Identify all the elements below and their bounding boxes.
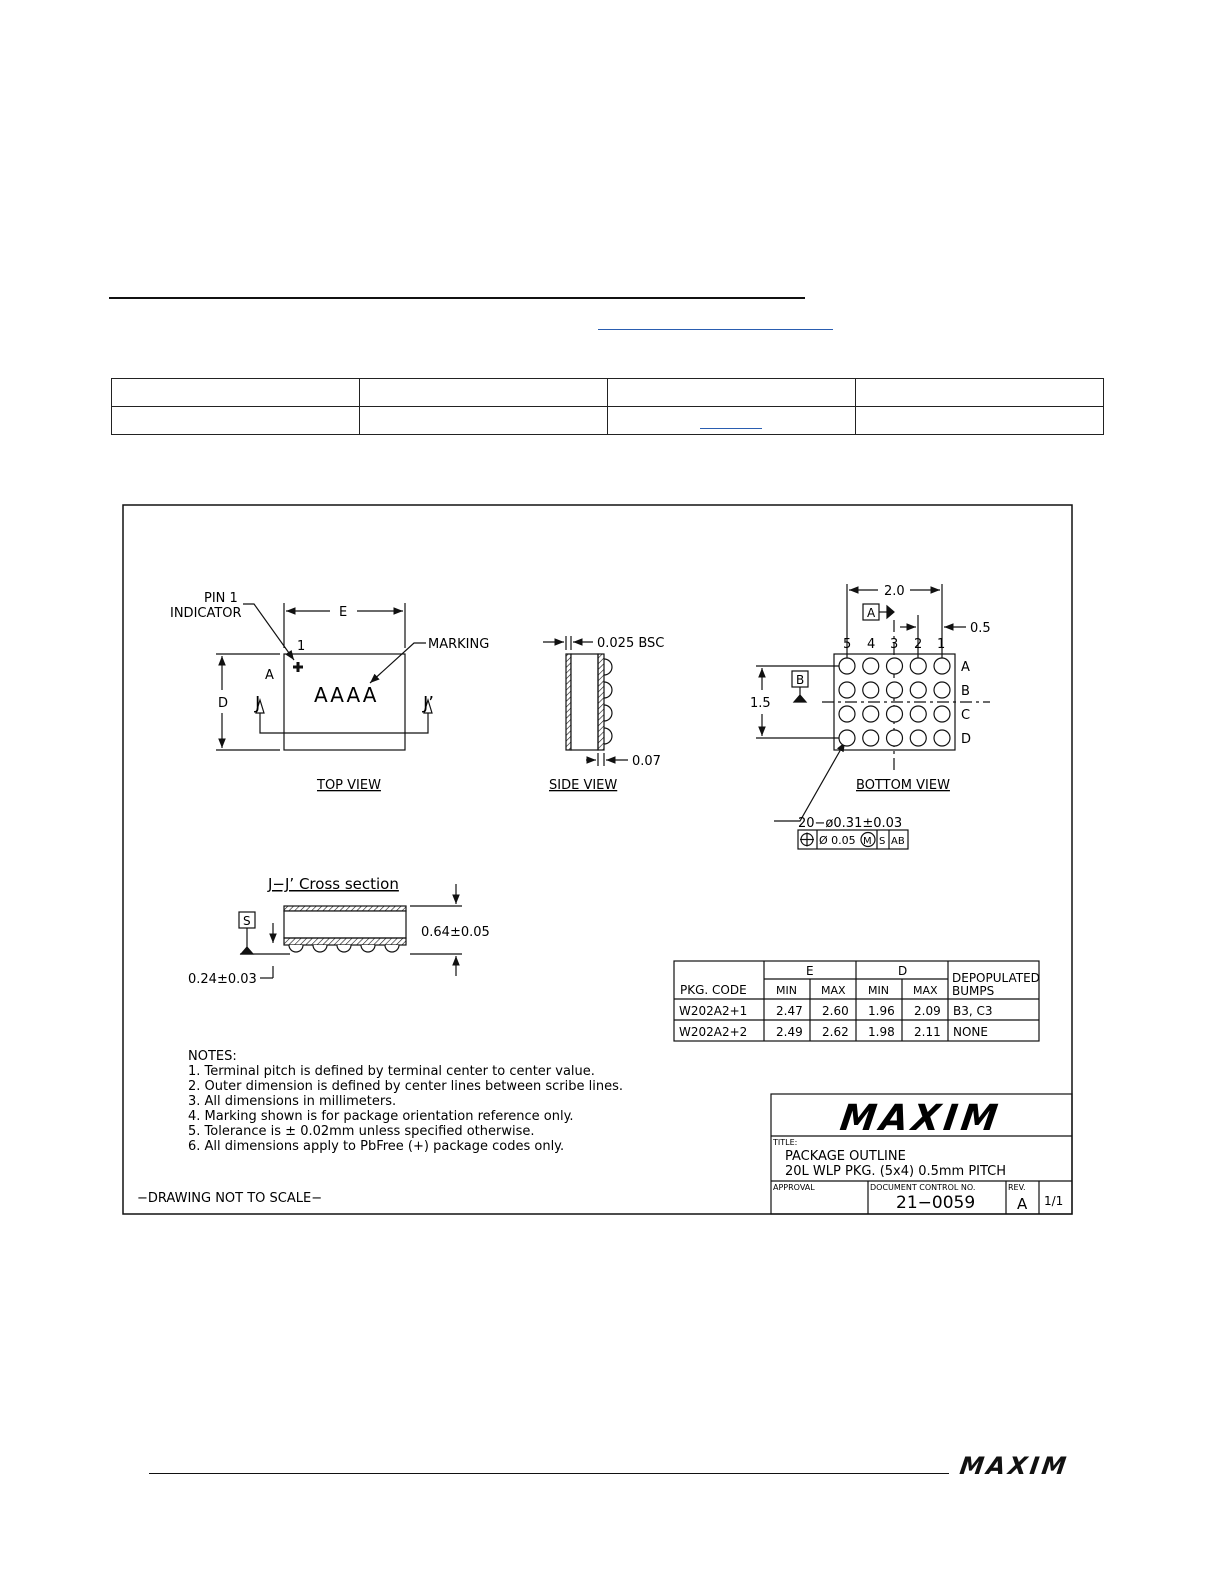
note-item: 3. All dimensions in millimeters.	[188, 1094, 397, 1109]
section-j-label: J	[255, 693, 261, 714]
table-cell: 2.09	[914, 1004, 941, 1018]
table-cell: 1.96	[868, 1004, 895, 1018]
column-label: 4	[867, 637, 876, 652]
tol-datum-s: S	[879, 836, 886, 847]
row-label: C	[961, 708, 971, 723]
solder-bump	[934, 706, 950, 722]
datum-a-label: A	[867, 606, 876, 620]
footer-rule	[149, 1473, 949, 1474]
solder-bump	[839, 730, 855, 746]
solder-bump	[887, 730, 903, 746]
note-item: 2. Outer dimension is defined by center lines between scribe lines.	[188, 1079, 624, 1094]
notes-heading: NOTES:	[188, 1049, 237, 1064]
datum-b-label: B	[796, 673, 805, 687]
side-view-label: SIDE VIEW	[549, 778, 618, 793]
sheet-number: 1/1	[1044, 1194, 1064, 1208]
tol-value: Ø 0.05	[819, 834, 856, 847]
table-header-depop-2: BUMPS	[952, 984, 995, 998]
solder-bump	[839, 706, 855, 722]
note-item: 6. All dimensions apply to PbFree (+) package codes only.	[188, 1139, 565, 1154]
table-cell: 2.49	[776, 1025, 803, 1039]
table-row	[679, 1025, 988, 1039]
solder-bump	[910, 730, 926, 746]
table-cell: B3, C3	[953, 1004, 993, 1018]
title-line-2: 20L WLP PKG. (5x4) 0.5mm PITCH	[785, 1164, 1007, 1179]
table-cell: 2.62	[822, 1025, 849, 1039]
title-label: TITLE:	[773, 1138, 798, 1147]
row-label: A	[961, 660, 970, 675]
table-cell: NONE	[953, 1025, 988, 1039]
top-view	[216, 603, 435, 750]
table-cell: 2.11	[914, 1025, 941, 1039]
solder-bump	[887, 682, 903, 698]
solder-bump	[863, 706, 879, 722]
marking-label: MARKING	[428, 637, 490, 652]
table-header-code: PKG. CODE	[680, 983, 747, 997]
section-j-prime-label: J’	[423, 693, 435, 714]
table-cell: W202A2+1	[679, 1004, 748, 1018]
pin1-label-1: PIN 1	[204, 591, 238, 606]
solder-bump	[863, 658, 879, 674]
rev-label: REV.	[1008, 1183, 1026, 1192]
row-a-label: A	[265, 668, 274, 683]
cross-section-title: J−J’ Cross section	[268, 875, 399, 893]
solder-bump	[863, 730, 879, 746]
solder-bump	[839, 658, 855, 674]
table-header-d: D	[898, 964, 908, 978]
column-label: 1	[937, 637, 946, 652]
not-to-scale: −DRAWING NOT TO SCALE−	[137, 1191, 323, 1206]
datum-s-label: S	[243, 914, 251, 928]
pin1-label-2: INDICATOR	[170, 606, 242, 621]
bottom-dim-height: 1.5	[750, 696, 771, 711]
doc-number: 21−0059	[896, 1193, 976, 1213]
solder-bump	[910, 706, 926, 722]
note-item: 5. Tolerance is ± 0.02mm unless specified otherwise.	[188, 1124, 535, 1139]
bump-spec: 20−ø0.31±0.03	[798, 816, 903, 831]
table-header-depop-1: DEPOPULATED	[952, 971, 1040, 985]
marking-text: AAAA	[314, 683, 379, 707]
cross-dim-standoff: 0.24±0.03	[188, 972, 257, 987]
footer-logo: MAXIM	[958, 1452, 1071, 1480]
tol-datum-ab: AB	[891, 836, 905, 847]
table-row	[679, 1004, 993, 1018]
bottom-dim-width: 2.0	[884, 584, 905, 599]
pin-number-label: 1	[297, 639, 306, 654]
top-view-label: TOP VIEW	[317, 778, 381, 793]
bottom-view-label: BOTTOM VIEW	[856, 778, 950, 793]
column-label: 2	[914, 637, 923, 652]
note-item: 4. Marking shown is for package orientation reference only.	[188, 1109, 574, 1124]
side-dim-bottom: 0.07	[632, 754, 661, 769]
tol-mmc: M	[863, 836, 872, 847]
title-line-1: PACKAGE OUTLINE	[785, 1149, 906, 1164]
solder-bump	[934, 658, 950, 674]
dim-e-label: E	[339, 605, 348, 620]
dim-d-label: D	[218, 696, 229, 711]
table-cell: 2.47	[776, 1004, 803, 1018]
table-cell: 1.98	[868, 1025, 895, 1039]
table-cell: 2.60	[822, 1004, 849, 1018]
title-block-logo: MAXIM	[837, 1096, 1005, 1139]
table-subheader: MIN	[868, 984, 889, 997]
rev-value: A	[1017, 1195, 1028, 1213]
side-view	[543, 636, 628, 766]
solder-bump	[887, 706, 903, 722]
solder-bump	[887, 658, 903, 674]
table-subheader: MAX	[821, 984, 846, 997]
row-label: B	[961, 684, 970, 699]
approval-label: APPROVAL	[773, 1183, 815, 1192]
column-label: 3	[890, 637, 899, 652]
table-cell: W202A2+2	[679, 1025, 748, 1039]
solder-bump	[934, 682, 950, 698]
side-dim-top: 0.025 BSC	[597, 636, 665, 651]
row-label: D	[961, 732, 972, 747]
table-header-e: E	[806, 964, 814, 978]
pin1-cross	[293, 662, 303, 672]
solder-bump	[934, 730, 950, 746]
table-subheader: MIN	[776, 984, 797, 997]
cross-dim-height: 0.64±0.05	[421, 925, 490, 940]
solder-bump	[863, 682, 879, 698]
solder-bump	[839, 682, 855, 698]
solder-bump	[910, 658, 926, 674]
doc-control-label: DOCUMENT CONTROL NO.	[870, 1183, 976, 1192]
note-item: 1. Terminal pitch is defined by terminal center to center value.	[188, 1064, 595, 1079]
table-subheader: MAX	[913, 984, 938, 997]
column-label: 5	[843, 637, 852, 652]
bottom-dim-pitch: 0.5	[970, 621, 991, 636]
solder-bump	[910, 682, 926, 698]
